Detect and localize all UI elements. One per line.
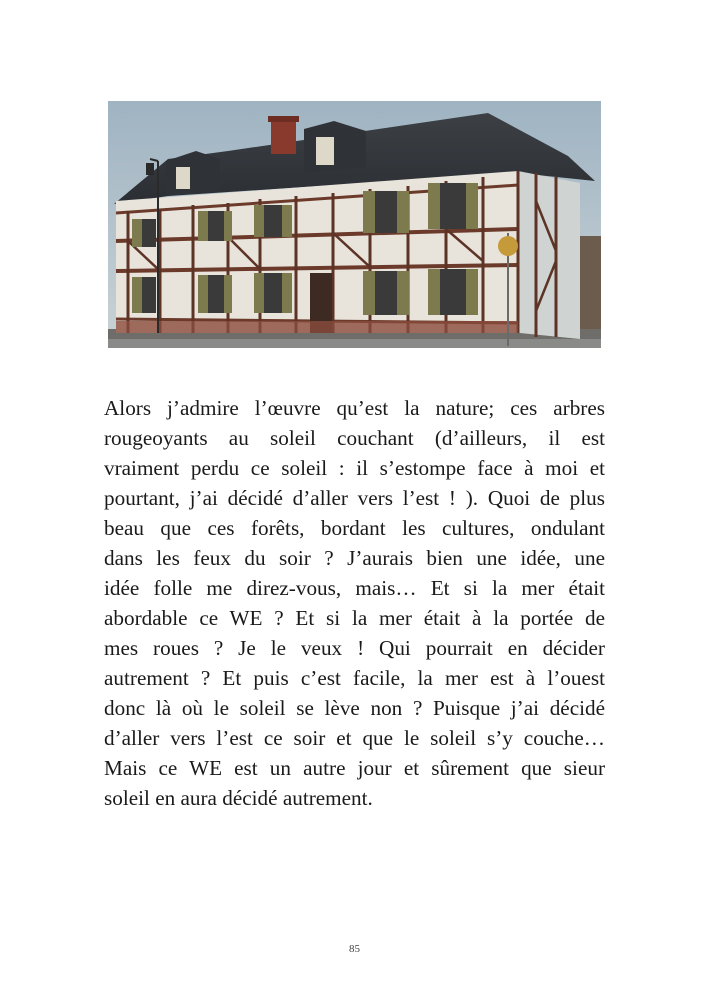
paragraph-line: beau que ces forêts, bordant les cultures, ondulant [104, 516, 605, 540]
paragraph-line: vraiment perdu ce soleil : il s’estompe face à moi et [104, 456, 605, 480]
paragraph-line: Mais ce WE est un autre jour et sûrement que sieur [104, 756, 605, 780]
body-paragraph [104, 393, 605, 813]
paragraph-line: autrement ? Et puis c’est facile, la mer est à l’ouest [104, 666, 605, 690]
paragraph-line: Alors j’admire l’œuvre qu’est la nature; ces arbres [104, 396, 605, 420]
half-timbered-house-photo [108, 101, 601, 348]
paragraph-line: rougeoyants au soleil couchant (d’ailleurs, il est [104, 426, 605, 450]
paragraph-line: idée folle me direz-vous, mais… Et si la mer était [104, 576, 605, 600]
paragraph-line: d’aller vers l’est ce soir et que le soleil s’y couche… [104, 726, 605, 750]
paragraph-line: dans les feux du soir ? J’aurais bien une idée, une [104, 546, 605, 570]
paragraph-line: donc là où le soleil se lève non ? Puisque j’ai décidé [104, 696, 605, 720]
page-number: 85 [349, 943, 360, 955]
paragraph-line: soleil en aura décidé autrement. [104, 786, 373, 810]
paragraph-line: abordable ce WE ? Et si la mer était à la portée de [104, 606, 605, 630]
paragraph-line: mes roues ? Je le veux ! Qui pourrait en décider [104, 636, 605, 660]
paragraph-line: pourtant, j’ai décidé d’aller vers l’est ! ). Quoi de plus [104, 486, 605, 510]
